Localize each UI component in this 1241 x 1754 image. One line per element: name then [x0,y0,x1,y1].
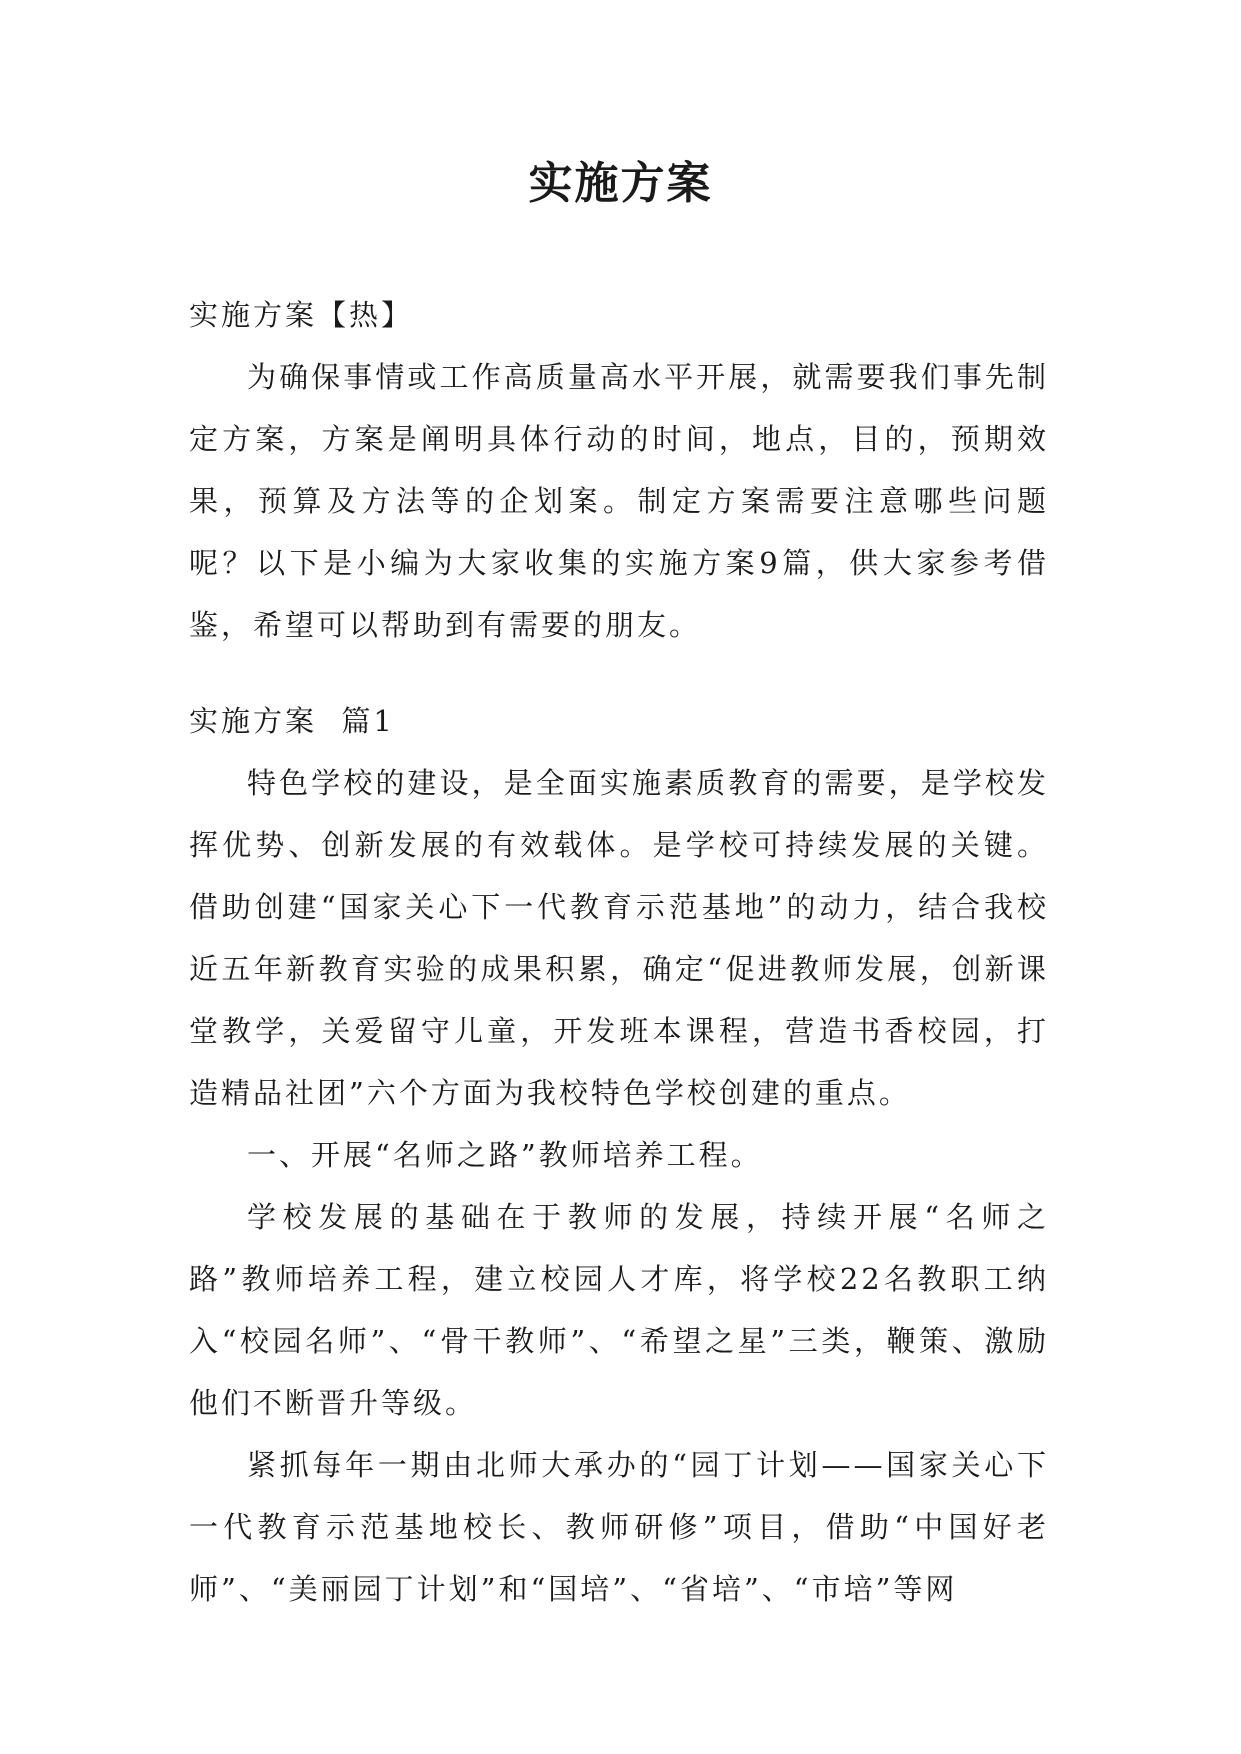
section-1-subheading: 一、开展“名师之路”教师培养工程。 [247,1138,763,1172]
section-1-heading: 实施方案 篇1 [189,704,395,738]
section-1-paragraph: 紧抓每年一期由北师大承办的“园丁计划——国家关心下一代教育示范基地校长、教师研修”项目，借助“中国好老师”、“美丽园丁计划”和“国培”、“省培”、“市培”等网 [189,1448,1049,1606]
section-1 [189,690,1049,1620]
section-1-paragraph: 学校发展的基础在于教师的发展，持续开展“名师之路”教师培养工程，建立校园人才库，将学校22名教职工纳入“校园名师”、“骨干教师”、“希望之星”三类，鞭策、激励他们不断晋升等级。 [189,1200,1049,1420]
intro-heading: 实施方案【热】 [189,298,414,332]
document-title: 实施方案 [528,158,713,209]
intro-section [189,284,1049,656]
section-1-paragraph: 特色学校的建设，是全面实施素质教育的需要，是学校发挥优势、创新发展的有效载体。是学校可持续发展的关键。借助创建“国家关心下一代教育示范基地”的动力，结合我校近五年新教育实验的成果积累，确定“促进教师发展，创新课堂教学，关爱留守儿童，开发班本课程，营造书香校园，打造精品社团”六个方面为我校特色学校创建的重点。 [189,766,1049,1110]
intro-paragraph: 为确保事情或工作高质量高水平开展，就需要我们事先制定方案，方案是阐明具体行动的时间，地点，目的，预期效果，预算及方法等的企划案。制定方案需要注意哪些问题呢？以下是小编为大家收集的实施方案9篇，供大家参考借鉴，希望可以帮助到有需要的朋友。 [189,360,1049,642]
